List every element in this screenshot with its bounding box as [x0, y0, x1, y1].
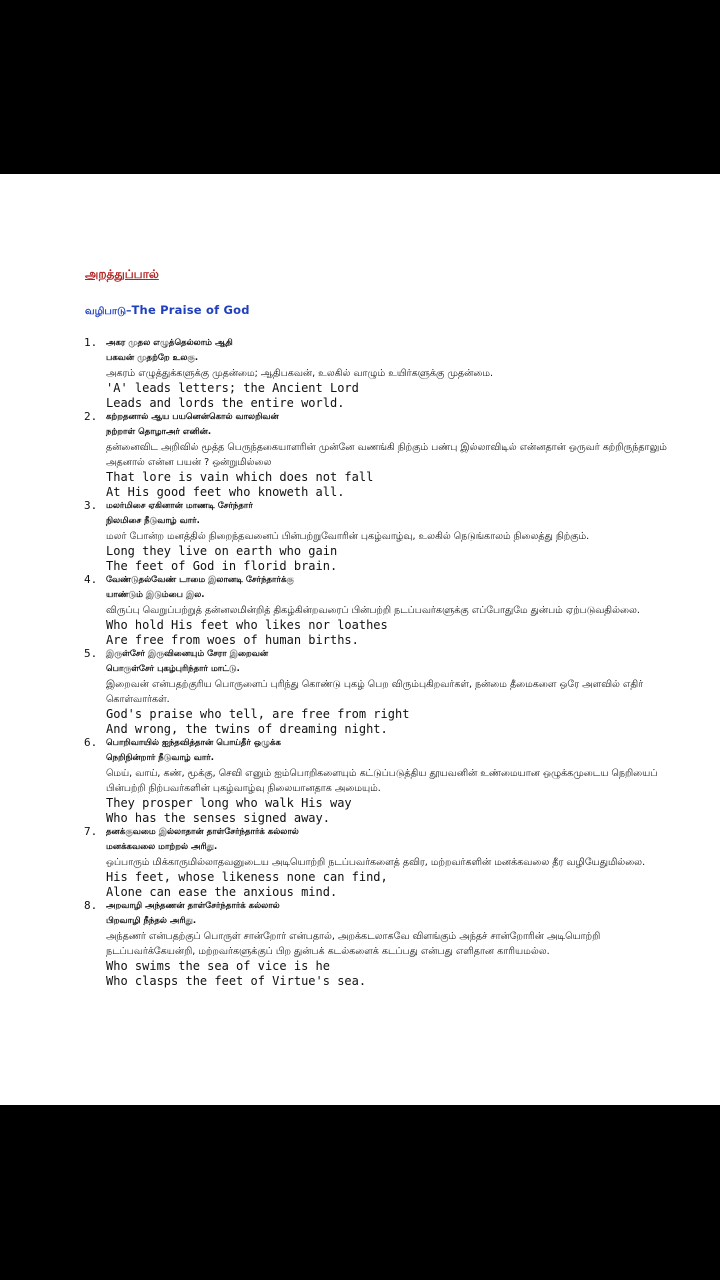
verse-english-line: Who clasps the feet of Virtue's sea.	[106, 973, 367, 988]
verse-number: 3.	[84, 499, 98, 512]
verse-tamil-line: கற்றதனால் ஆய பயனென்கொல் வாலறிவன்	[106, 412, 279, 422]
verse-tamil-line: பகவன் முதற்றே உலகு.	[106, 353, 199, 363]
verse-english-line: Who swims the sea of vice is he	[106, 959, 330, 973]
verse-tamil-line: தனக்குவமை இல்லாதான் தாள்சேர்ந்தார்க் கல்லால்	[106, 827, 299, 837]
verse-number: 5.	[84, 647, 98, 660]
section-title: அறத்துப்பால்	[85, 267, 159, 281]
verse-english-line: Alone can ease the anxious mind.	[106, 884, 338, 899]
verse-meaning: அந்தணர் என்பதற்குப் பொருள் சான்றோர் என்பதால், அறக்கடலாகவே விளங்கும் அந்தச் சான்றோரின் அடியொற்றி நடப்பவர்க்கேயன்றி, மற்றவர்களுக்குப் பிற துன்பக் கடல்களைக் கடப்பது என்பது எளிதான காரியமல்ல.	[106, 931, 601, 957]
verse-english-line: Are free from woes of human births.	[106, 632, 359, 647]
verse-number: 7.	[84, 825, 98, 838]
verse-meaning: இறைவன் என்பதற்குரிய பொருளைப் புரிந்து கொண்டு புகழ் பெற விரும்புகிறவர்கள், நன்மை தீமைகளை ஒரே அளவில் எதிர் கொள்வார்கள்.	[106, 679, 644, 705]
document-page	[0, 174, 720, 1105]
verse-item	[84, 647, 684, 736]
verse-item	[84, 410, 684, 499]
verse-item	[84, 736, 684, 825]
verse-tamil-line: பிறவாழி நீந்தல் அரிது.	[106, 916, 197, 926]
verse-item	[84, 499, 684, 573]
verse-list	[84, 336, 684, 988]
verse-tamil-line: இருள்சேர் இருவினையும் சேரா இறைவன்	[106, 649, 269, 659]
verse-english-line: They prosper long who walk His way	[106, 796, 352, 810]
verse-meaning: மெய், வாய், கண், மூக்கு, செவி எனும் ஐம்பொறிகளையும் கட்டுப்படுத்திய தூயவனின் உண்மையான ஒழுக்கமுடைய நெறியைப் பின்பற்றி நிற்பவர்களின் புகழ்வாழ்வு நிலையானதாக அமையும்.	[106, 768, 658, 794]
verse-tamil-line: பொருள்சேர் புகழ்புரிந்தார் மாட்டு.	[106, 664, 240, 674]
verse-english-line: Leads and lords the entire world.	[106, 395, 345, 410]
verse-number: 4.	[84, 573, 98, 586]
verse-tamil-line: மலர்மிசை ஏகினான் மாணடி சேர்ந்தார்	[106, 501, 253, 511]
verse-english-line: The feet of God in florid brain.	[106, 558, 338, 573]
verse-meaning: ஒப்பாரும் மிக்காருமில்லாதவனுடைய அடியொற்றி நடப்பவர்களைத் தவிர, மற்றவர்களின் மனக்கவலை தீர வழியேதுமில்லை.	[106, 857, 646, 868]
verse-tamil-line: மனக்கவலை மாற்றல் அரிது.	[106, 842, 218, 852]
verse-english-line: Long they live on earth who gain	[106, 544, 338, 558]
chapter-separator: –	[126, 304, 132, 317]
verse-number: 8.	[84, 899, 98, 912]
verse-tamil-line: நெறிநின்றார் நீடுவாழ் வார்.	[106, 753, 214, 763]
verse-item	[84, 899, 684, 988]
verse-english-line: At His good feet who knoweth all.	[106, 484, 345, 499]
verse-meaning: தன்னைவிட அறிவில் மூத்த பெருந்தகையாளரின் முன்னே வணங்கி நிற்கும் பண்பு இல்லாவிடில் என்னதான் ஒருவர் கற்றிருந்தாலும் அதனால் என்ன பயன் ? ஒன்றுமில்லை	[106, 442, 667, 468]
verse-tamil-line: நற்றாள் தொழாஅர் எனின்.	[106, 427, 212, 437]
verse-number: 2.	[84, 410, 98, 423]
verse-meaning: விருப்பு வெறுப்பற்றுத் தன்னலமின்றித் திகழ்கின்றவரைப் பின்பற்றி நடப்பவர்களுக்கு எப்போதுமே துன்பம் ஏற்படுவதில்லை.	[106, 605, 640, 616]
verse-tamil-line: வேண்டுதல்வேண் டாமை இலானடி சேர்ந்தார்க்கு	[106, 575, 294, 585]
verse-tamil-line: யாண்டும் இடும்பை இல.	[106, 590, 205, 600]
verse-english-line: His feet, whose likeness none can find,	[106, 870, 388, 884]
chapter-english: The Praise of God	[131, 303, 250, 317]
verse-tamil-line: அகர முதல எழுத்தெல்லாம் ஆதி	[106, 338, 233, 348]
chapter-tamil: வழிபாடு	[85, 306, 127, 317]
verse-item	[84, 573, 684, 647]
verse-item	[84, 336, 684, 410]
verse-number: 6.	[84, 736, 98, 749]
verse-meaning: மலர் போன்ற மனத்தில் நிறைந்தவனைப் பின்பற்றுவோரின் புகழ்வாழ்வு, உலகில் நெடுங்காலம் நிலைத்து நிற்கும்.	[106, 531, 590, 542]
verse-number: 1.	[84, 336, 98, 349]
verse-tamil-line: நிலமிசை நீடுவாழ் வார்.	[106, 516, 200, 526]
verse-meaning: அகரம் எழுத்துக்களுக்கு முதன்மை; ஆதிபகவன், உலகில் வாழும் உயிர்களுக்கு முதன்மை.	[106, 368, 493, 379]
verse-english-line: Who hold His feet who likes nor loathes	[106, 618, 388, 632]
chapter-heading	[85, 303, 250, 318]
verse-english-line: And wrong, the twins of dreaming night.	[106, 721, 388, 736]
verse-tamil-line: அறவாழி அந்தணன் தாள்சேர்ந்தார்க் கல்லால்	[106, 901, 280, 911]
verse-english-line: God's praise who tell, are free from right	[106, 707, 410, 721]
verse-english-line: 'A' leads letters; the Ancient Lord	[106, 381, 359, 395]
verse-english-line: That lore is vain which does not fall	[106, 470, 374, 484]
verse-tamil-line: பொறிவாயில் ஐந்தவித்தான் பொய்தீர் ஒழுக்க	[106, 738, 281, 748]
verse-item	[84, 825, 684, 899]
verse-english-line: Who has the senses signed away.	[106, 810, 330, 825]
